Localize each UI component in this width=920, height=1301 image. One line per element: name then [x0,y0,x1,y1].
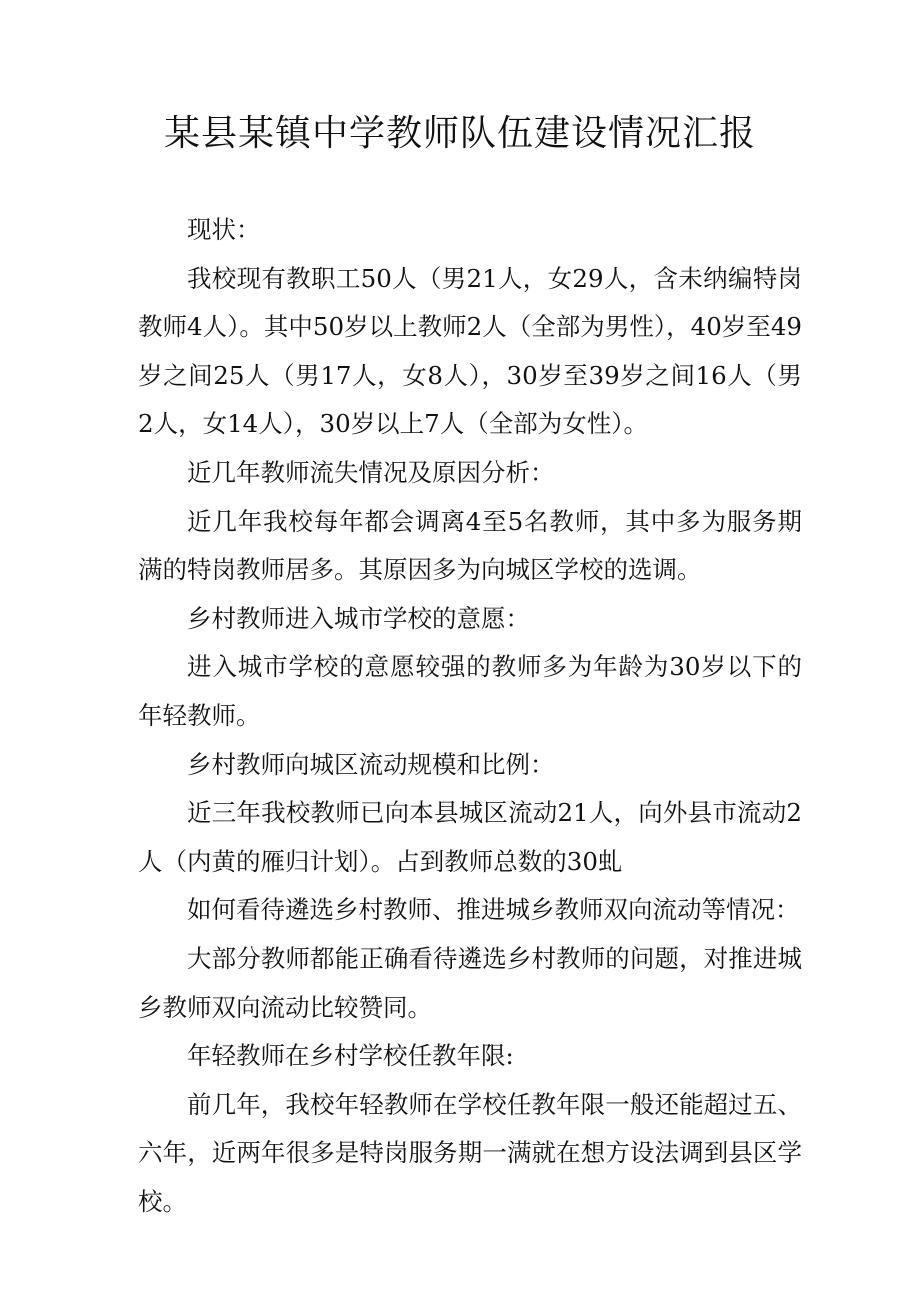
paragraph-staff-composition: 我校现有教职工50人（男21人，女29人，含未纳编特岗教师4人）。其中50岁以上教师2人（全部为男性），40岁至49岁之间25人（男17人，女8人），30岁至39岁之间16人（男2人，女14人），30岁以上7人（全部为女性）。 [138,263,802,439]
heading-tenure: 年轻教师在乡村学校任教年限: [187,1041,514,1071]
heading-current-status: 现状： [187,215,261,244]
document-title: 某县某镇中学教师队伍建设情况汇报 [163,113,756,154]
heading-two-way-flow: 如何看待遴选乡村教师、推进城乡教师双向流动等情况： [187,895,800,925]
paragraph-teacher-loss: 近几年我校每年都会调离4至5名教师，其中多为服务期满的特岗教师居多。其原因多为向城区学校的选调。 [138,506,802,585]
paragraph-flow-scale: 近三年我校教师已向本县城区流动21人，向外县市流动2人（内黄的雁归计划）。占到教师总数的30虬 [138,798,802,876]
paragraph-tenure: 前几年，我校年轻教师在学校任教年限一般还能超过五、六年，近两年很多是特岗服务期一满就在想方设法调到县区学校。 [138,1089,802,1216]
heading-flow-scale: 乡村教师向城区流动规模和比例： [187,749,555,779]
document-body [138,206,802,1226]
paragraph-city-intention: 进入城市学校的意愿较强的教师多为年龄为30岁以下的年轻教师。 [138,652,802,730]
heading-teacher-loss: 近几年教师流失情况及原因分析： [187,457,555,487]
paragraph-two-way-flow: 大部分教师都能正确看待遴选乡村教师的问题，对推进城乡教师双向流动比较赞同。 [138,943,802,1022]
heading-city-intention: 乡村教师进入城市学校的意愿： [187,603,530,633]
